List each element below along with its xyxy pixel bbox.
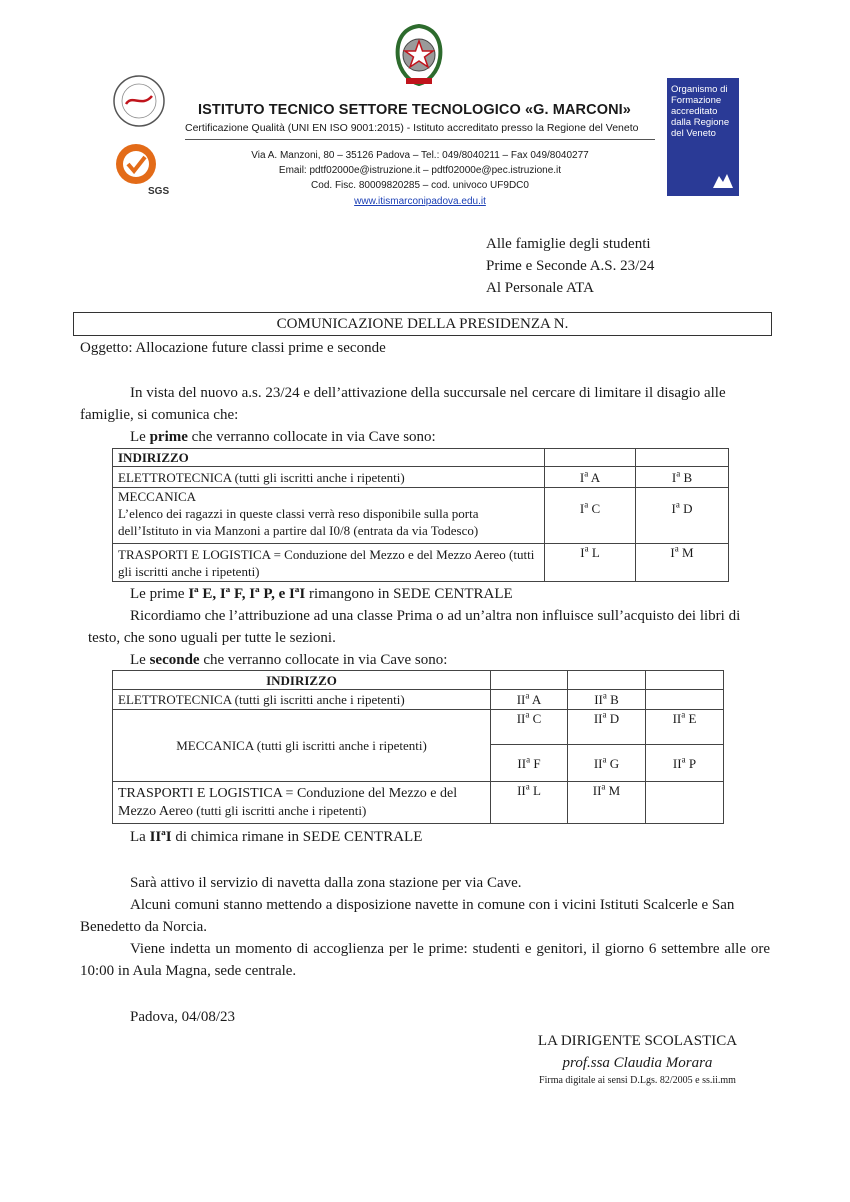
table-header: INDIRIZZO <box>113 671 491 690</box>
region-accreditation-text: Organismo di Formazione accreditato dalla Regione del Veneto <box>671 84 730 139</box>
communication-title: COMUNICAZIONE DELLA PRESIDENZA N. <box>73 312 772 336</box>
recipient-line: Alle famiglie degli studenti <box>486 236 651 252</box>
signature-name: prof.ssa Claudia Morara <box>562 1055 713 1071</box>
table-prime <box>112 448 729 582</box>
school-name: ISTITUTO TECNICO SETTORE TECNOLOGICO «G. MARCONI» <box>198 102 631 118</box>
table-row: $II^a$ F $II^a$ G $II^a$ P <box>113 745 724 782</box>
shuttle-paragraph: Sarà attivo il servizio di navetta dalla zona stazione per via Cave. <box>130 875 522 891</box>
accoglienza-paragraph: Viene indetta un momento di accoglienza per le prime: studenti e genitori, il giorno 6 settembre alle ore 10:00 in Aula Magna, sede centrale. <box>80 941 770 979</box>
sgs-certification-seal <box>112 140 170 202</box>
prime-intro: Le prime che verranno collocate in via Cave sono: <box>130 429 436 445</box>
recipient-line: Prime e Seconde A.S. 23/24 <box>486 258 655 274</box>
seconda-chimica: La IIªI di chimica rimane in SEDE CENTRALE <box>130 829 423 845</box>
certification-line: Certificazione Qualità (UNI EN ISO 9001:2015) - Istituto accreditato presso la Regione del Veneto <box>185 122 639 134</box>
prime-remaining: Le prime Iª E, Iª F, Iª P, e IªI rimangono in SEDE CENTRALE <box>130 586 513 602</box>
sgs-label: SGS <box>148 186 170 197</box>
table-row: ELETTROTECNICA (tutti gli iscritti anche i ripetenti) $II^a$ A $II^a$ B <box>113 690 724 710</box>
table-header: INDIRIZZO <box>113 449 545 467</box>
subject-line: Oggetto: Allocazione future classi prime e seconde <box>80 340 386 356</box>
signature-note: Firma digitale ai sensi D.Lgs. 82/2005 e ss.ii.mm <box>539 1075 736 1086</box>
italian-republic-emblem <box>390 22 448 90</box>
school-address: Via A. Manzoni, 80 – 35126 Padova – Tel.: 049/8040211 – Fax 049/8040277 <box>251 150 589 161</box>
school-website-link[interactable]: www.itismarconipadova.edu.it <box>354 196 486 207</box>
region-accreditation-badge <box>667 78 739 196</box>
seconde-intro: Le seconde che verranno collocate in via Cave sono: <box>130 652 448 668</box>
table-row: TRASPORTI E LOGISTICA = Conduzione del Mezzo e del Mezzo Aereo (tutti gli iscritti anche i ripetenti) $II^a$ L $II^a$ M <box>113 782 724 824</box>
signature-role: LA DIRIGENTE SCOLASTICA <box>537 1033 738 1049</box>
table-row: ELETTROTECNICA (tutti gli iscritti anche i ripetenti) $I^a$ A $I^a$ B <box>113 467 729 488</box>
recipient-line: Al Personale ATA <box>486 280 594 296</box>
school-fiscal-code: Cod. Fisc. 80009820285 – cod. univoco UF9DC0 <box>311 180 529 191</box>
table-row: TRASPORTI E LOGISTICA = Conduzione del Mezzo e del Mezzo Aereo (tutti gli iscritti anche i ripetenti) $I^a$ L $I^a$ M <box>113 544 729 582</box>
table-seconde <box>112 670 724 824</box>
intro-paragraph: In vista del nuovo a.s. 23/24 e dell’attivazione della succursale nel cercare di limitare il disagio alle famiglie, si comunica che: <box>80 385 726 423</box>
place-date: Padova, 04/08/23 <box>130 1009 235 1025</box>
quality-certification-seal <box>112 72 166 130</box>
recipients-block <box>486 233 786 299</box>
school-email: Email: pdtf02000e@istruzione.it – pdtf02000e@pec.istruzione.it <box>278 165 562 176</box>
lion-icon <box>711 170 735 192</box>
header-divider <box>185 139 655 140</box>
comuni-paragraph: Alcuni comuni stanno mettendo a disposizione navette in comune con i vicini Istituti Scalcerle e San Benedetto da Norcia. <box>80 897 735 935</box>
table-row: MECCANICA (tutti gli iscritti anche i ripetenti) $II^a$ C $II^a$ D $II^a$ E <box>113 710 724 745</box>
signature-block <box>520 1030 755 1087</box>
reminder-paragraph: Ricordiamo che l’attribuzione ad una classe Prima o ad un’altra non influisce sull’acquisto dei libri di testo, che sono uguali per tutte le sezioni. <box>88 608 741 646</box>
table-row: MECCANICA L’elenco dei ragazzi in queste classi verrà reso disponibile sulla porta dell’Istituto in via Manzoni a partire dal I0/8 (entrata da via Todesco) $I^a$ C $I^a$ D <box>113 488 729 544</box>
